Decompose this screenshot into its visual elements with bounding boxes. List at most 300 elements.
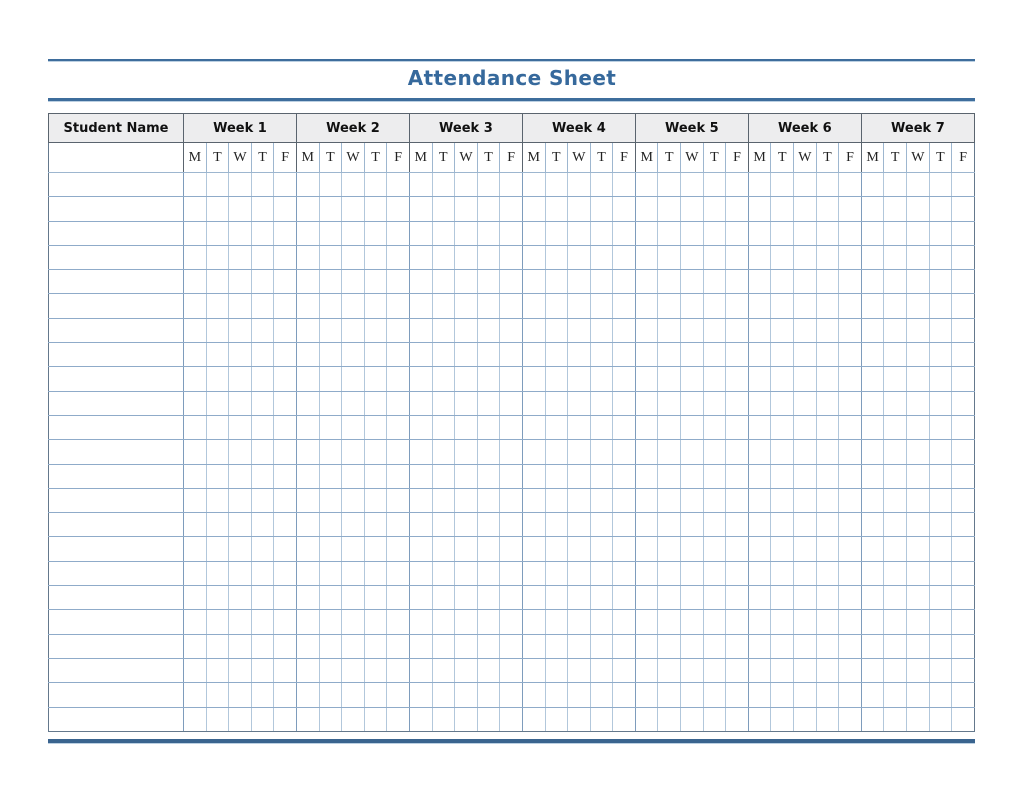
attendance-cell — [816, 367, 839, 391]
attendance-cell — [681, 415, 704, 439]
attendance-cell — [319, 294, 342, 318]
attendance-cell — [387, 221, 410, 245]
attendance-cell — [251, 561, 274, 585]
attendance-cell — [319, 391, 342, 415]
attendance-cell — [929, 513, 952, 537]
attendance-cell — [342, 391, 365, 415]
attendance-cell — [500, 440, 523, 464]
attendance-cell — [884, 173, 907, 197]
attendance-cell — [545, 513, 568, 537]
attendance-cell — [794, 488, 817, 512]
attendance-cell — [522, 391, 545, 415]
day-letter-cell: T — [884, 143, 907, 173]
attendance-cell — [568, 488, 591, 512]
attendance-cell — [658, 707, 681, 731]
attendance-cell — [545, 683, 568, 707]
attendance-cell — [952, 488, 975, 512]
attendance-cell — [568, 440, 591, 464]
day-letter-cell: T — [319, 143, 342, 173]
attendance-cell — [500, 634, 523, 658]
attendance-cell — [794, 270, 817, 294]
attendance-cell — [907, 294, 930, 318]
attendance-cell — [274, 586, 297, 610]
attendance-cell — [839, 318, 862, 342]
attendance-cell — [409, 245, 432, 269]
attendance-cell — [748, 391, 771, 415]
attendance-cell — [319, 513, 342, 537]
attendance-cell — [522, 488, 545, 512]
attendance-cell — [884, 610, 907, 634]
day-letter-row — [49, 143, 975, 173]
attendance-cell — [952, 343, 975, 367]
attendance-cell — [635, 464, 658, 488]
student-name-header: Student Name — [49, 114, 184, 143]
attendance-cell — [839, 197, 862, 221]
attendance-cell — [184, 537, 207, 561]
attendance-cell — [568, 610, 591, 634]
attendance-cell — [703, 367, 726, 391]
attendance-cell — [658, 415, 681, 439]
student-name-cell — [49, 586, 184, 610]
attendance-cell — [522, 513, 545, 537]
attendance-cell — [184, 683, 207, 707]
attendance-cell — [545, 221, 568, 245]
attendance-cell — [184, 707, 207, 731]
student-name-cell — [49, 245, 184, 269]
attendance-cell — [681, 707, 704, 731]
attendance-cell — [681, 440, 704, 464]
attendance-cell — [296, 221, 319, 245]
table-row — [49, 343, 975, 367]
attendance-cell — [861, 270, 884, 294]
attendance-cell — [726, 658, 749, 682]
attendance-cell — [861, 610, 884, 634]
attendance-cell — [816, 513, 839, 537]
attendance-cell — [635, 367, 658, 391]
attendance-cell — [861, 634, 884, 658]
attendance-cell — [839, 634, 862, 658]
attendance-cell — [477, 537, 500, 561]
attendance-cell — [229, 586, 252, 610]
attendance-cell — [545, 634, 568, 658]
day-letter-cell: T — [251, 143, 274, 173]
attendance-cell — [274, 561, 297, 585]
day-letter-cell: W — [794, 143, 817, 173]
day-letter-cell: T — [545, 143, 568, 173]
student-name-cell — [49, 561, 184, 585]
attendance-cell — [907, 221, 930, 245]
attendance-cell — [545, 658, 568, 682]
attendance-cell — [703, 513, 726, 537]
attendance-cell — [884, 586, 907, 610]
attendance-cell — [703, 318, 726, 342]
attendance-cell — [364, 634, 387, 658]
attendance-cell — [929, 610, 952, 634]
attendance-cell — [432, 440, 455, 464]
attendance-cell — [251, 586, 274, 610]
attendance-cell — [409, 586, 432, 610]
attendance-cell — [432, 173, 455, 197]
attendance-cell — [816, 610, 839, 634]
attendance-cell — [455, 683, 478, 707]
attendance-cell — [274, 634, 297, 658]
attendance-cell — [726, 440, 749, 464]
attendance-cell — [816, 197, 839, 221]
attendance-cell — [861, 294, 884, 318]
attendance-cell — [748, 634, 771, 658]
attendance-cell — [184, 221, 207, 245]
attendance-cell — [658, 561, 681, 585]
day-letter-cell: W — [568, 143, 591, 173]
attendance-cell — [500, 513, 523, 537]
attendance-cell — [568, 318, 591, 342]
attendance-cell — [681, 537, 704, 561]
attendance-cell — [477, 561, 500, 585]
table-row — [49, 415, 975, 439]
attendance-cell — [748, 343, 771, 367]
attendance-cell — [522, 707, 545, 731]
attendance-cell — [409, 513, 432, 537]
attendance-cell — [387, 464, 410, 488]
attendance-cell — [342, 561, 365, 585]
attendance-cell — [342, 537, 365, 561]
attendance-cell — [319, 561, 342, 585]
attendance-cell — [274, 173, 297, 197]
attendance-cell — [477, 488, 500, 512]
attendance-cell — [364, 270, 387, 294]
attendance-cell — [409, 610, 432, 634]
attendance-cell — [500, 683, 523, 707]
attendance-cell — [726, 318, 749, 342]
day-letter-cell: W — [342, 143, 365, 173]
attendance-cell — [432, 634, 455, 658]
attendance-cell — [658, 294, 681, 318]
table-row — [49, 683, 975, 707]
attendance-cell — [613, 245, 636, 269]
attendance-cell — [432, 464, 455, 488]
attendance-cell — [274, 415, 297, 439]
week-header: Week 4 — [522, 114, 635, 143]
attendance-cell — [658, 270, 681, 294]
attendance-cell — [839, 343, 862, 367]
attendance-cell — [409, 343, 432, 367]
attendance-cell — [296, 586, 319, 610]
table-row — [49, 318, 975, 342]
attendance-cell — [658, 197, 681, 221]
attendance-cell — [319, 318, 342, 342]
attendance-cell — [635, 221, 658, 245]
attendance-cell — [342, 658, 365, 682]
attendance-cell — [296, 634, 319, 658]
attendance-cell — [477, 197, 500, 221]
attendance-cell — [907, 173, 930, 197]
attendance-cell — [206, 707, 229, 731]
attendance-cell — [748, 440, 771, 464]
attendance-cell — [681, 173, 704, 197]
attendance-cell — [296, 513, 319, 537]
attendance-cell — [184, 610, 207, 634]
attendance-cell — [907, 610, 930, 634]
attendance-cell — [726, 513, 749, 537]
attendance-cell — [387, 343, 410, 367]
attendance-cell — [726, 270, 749, 294]
attendance-cell — [590, 610, 613, 634]
attendance-cell — [748, 367, 771, 391]
attendance-cell — [500, 367, 523, 391]
attendance-cell — [522, 245, 545, 269]
attendance-cell — [884, 415, 907, 439]
attendance-cell — [432, 561, 455, 585]
attendance-cell — [590, 464, 613, 488]
student-name-cell — [49, 683, 184, 707]
attendance-cell — [794, 658, 817, 682]
attendance-cell — [907, 464, 930, 488]
attendance-cell — [884, 294, 907, 318]
attendance-cell — [861, 197, 884, 221]
attendance-cell — [726, 245, 749, 269]
day-letter-cell: T — [771, 143, 794, 173]
attendance-cell — [568, 391, 591, 415]
attendance-cell — [952, 658, 975, 682]
attendance-cell — [274, 367, 297, 391]
student-name-cell — [49, 440, 184, 464]
attendance-cell — [726, 561, 749, 585]
attendance-cell — [839, 367, 862, 391]
attendance-cell — [364, 245, 387, 269]
day-letter-cell: T — [816, 143, 839, 173]
attendance-cell — [726, 294, 749, 318]
attendance-cell — [274, 440, 297, 464]
attendance-cell — [477, 294, 500, 318]
attendance-cell — [251, 221, 274, 245]
attendance-cell — [907, 683, 930, 707]
attendance-cell — [816, 658, 839, 682]
attendance-cell — [432, 197, 455, 221]
attendance-cell — [184, 586, 207, 610]
attendance-cell — [748, 610, 771, 634]
attendance-cell — [703, 197, 726, 221]
attendance-cell — [794, 245, 817, 269]
attendance-cell — [296, 537, 319, 561]
attendance-cell — [681, 464, 704, 488]
attendance-cell — [409, 683, 432, 707]
attendance-cell — [613, 440, 636, 464]
attendance-cell — [703, 391, 726, 415]
attendance-cell — [816, 245, 839, 269]
attendance-cell — [455, 197, 478, 221]
attendance-cell — [387, 391, 410, 415]
attendance-cell — [861, 440, 884, 464]
attendance-cell — [432, 415, 455, 439]
attendance-cell — [387, 586, 410, 610]
attendance-cell — [771, 173, 794, 197]
attendance-cell — [319, 683, 342, 707]
attendance-cell — [364, 197, 387, 221]
attendance-cell — [703, 343, 726, 367]
attendance-cell — [613, 683, 636, 707]
attendance-cell — [613, 658, 636, 682]
attendance-cell — [229, 415, 252, 439]
attendance-cell — [477, 270, 500, 294]
attendance-cell — [432, 294, 455, 318]
attendance-cell — [545, 367, 568, 391]
attendance-cell — [884, 391, 907, 415]
attendance-cell — [726, 343, 749, 367]
attendance-cell — [522, 197, 545, 221]
attendance-cell — [522, 294, 545, 318]
attendance-cell — [635, 634, 658, 658]
attendance-cell — [545, 294, 568, 318]
attendance-cell — [929, 634, 952, 658]
attendance-cell — [748, 221, 771, 245]
attendance-cell — [342, 270, 365, 294]
table-row — [49, 537, 975, 561]
attendance-cell — [432, 683, 455, 707]
attendance-cell — [590, 343, 613, 367]
student-name-cell — [49, 634, 184, 658]
attendance-cell — [387, 270, 410, 294]
attendance-cell — [545, 391, 568, 415]
day-letter-cell: F — [274, 143, 297, 173]
attendance-cell — [184, 464, 207, 488]
attendance-cell — [613, 707, 636, 731]
title-underline-rule — [48, 98, 975, 102]
attendance-cell — [929, 537, 952, 561]
attendance-cell — [794, 586, 817, 610]
day-letter-cell: M — [861, 143, 884, 173]
attendance-cell — [635, 537, 658, 561]
day-letter-cell: M — [184, 143, 207, 173]
attendance-cell — [500, 343, 523, 367]
attendance-cell — [861, 513, 884, 537]
attendance-cell — [229, 513, 252, 537]
attendance-cell — [296, 197, 319, 221]
attendance-cell — [477, 634, 500, 658]
table-row — [49, 464, 975, 488]
student-name-cell — [49, 367, 184, 391]
attendance-cell — [929, 707, 952, 731]
attendance-cell — [613, 415, 636, 439]
attendance-cell — [590, 440, 613, 464]
attendance-table — [48, 113, 975, 732]
attendance-cell — [771, 513, 794, 537]
day-letter-cell: M — [748, 143, 771, 173]
attendance-cell — [861, 221, 884, 245]
attendance-cell — [839, 245, 862, 269]
attendance-cell — [274, 464, 297, 488]
attendance-cell — [794, 367, 817, 391]
attendance-cell — [952, 707, 975, 731]
attendance-cell — [658, 658, 681, 682]
attendance-cell — [184, 391, 207, 415]
attendance-cell — [816, 294, 839, 318]
attendance-cell — [703, 245, 726, 269]
attendance-cell — [952, 513, 975, 537]
attendance-cell — [681, 245, 704, 269]
attendance-cell — [568, 294, 591, 318]
attendance-cell — [229, 391, 252, 415]
attendance-cell — [364, 658, 387, 682]
top-divider-rule — [48, 59, 975, 62]
attendance-cell — [703, 634, 726, 658]
attendance-cell — [816, 537, 839, 561]
attendance-cell — [726, 537, 749, 561]
day-letter-cell: F — [613, 143, 636, 173]
attendance-cell — [342, 221, 365, 245]
attendance-cell — [839, 173, 862, 197]
attendance-cell — [455, 586, 478, 610]
student-name-cell — [49, 537, 184, 561]
attendance-cell — [206, 537, 229, 561]
attendance-cell — [387, 367, 410, 391]
attendance-cell — [861, 173, 884, 197]
attendance-cell — [229, 707, 252, 731]
attendance-cell — [929, 367, 952, 391]
attendance-cell — [839, 440, 862, 464]
attendance-cell — [387, 294, 410, 318]
attendance-cell — [545, 318, 568, 342]
attendance-cell — [839, 513, 862, 537]
student-name-cell — [49, 707, 184, 731]
day-letter-cell: W — [229, 143, 252, 173]
day-letter-cell: T — [432, 143, 455, 173]
attendance-cell — [613, 537, 636, 561]
attendance-cell — [703, 488, 726, 512]
attendance-cell — [545, 343, 568, 367]
attendance-cell — [658, 440, 681, 464]
attendance-cell — [613, 270, 636, 294]
attendance-cell — [839, 221, 862, 245]
attendance-cell — [681, 367, 704, 391]
attendance-cell — [794, 294, 817, 318]
attendance-cell — [771, 221, 794, 245]
attendance-cell — [319, 634, 342, 658]
attendance-cell — [839, 683, 862, 707]
attendance-cell — [839, 707, 862, 731]
attendance-cell — [364, 391, 387, 415]
table-row — [49, 707, 975, 731]
day-letter-cell: T — [590, 143, 613, 173]
attendance-cell — [884, 707, 907, 731]
week-header: Week 7 — [861, 114, 974, 143]
attendance-cell — [703, 440, 726, 464]
attendance-cell — [816, 464, 839, 488]
attendance-cell — [342, 464, 365, 488]
day-letter-cell: W — [907, 143, 930, 173]
attendance-cell — [839, 391, 862, 415]
attendance-cell — [477, 464, 500, 488]
attendance-cell — [929, 270, 952, 294]
attendance-cell — [568, 221, 591, 245]
student-name-cell — [49, 464, 184, 488]
attendance-cell — [568, 173, 591, 197]
attendance-cell — [635, 488, 658, 512]
attendance-cell — [342, 173, 365, 197]
attendance-cell — [861, 586, 884, 610]
attendance-cell — [613, 586, 636, 610]
attendance-cell — [296, 488, 319, 512]
attendance-cell — [839, 537, 862, 561]
attendance-cell — [839, 270, 862, 294]
attendance-cell — [658, 367, 681, 391]
attendance-cell — [816, 221, 839, 245]
attendance-cell — [229, 343, 252, 367]
attendance-cell — [613, 464, 636, 488]
attendance-cell — [522, 270, 545, 294]
attendance-cell — [184, 245, 207, 269]
attendance-cell — [500, 658, 523, 682]
attendance-cell — [681, 488, 704, 512]
